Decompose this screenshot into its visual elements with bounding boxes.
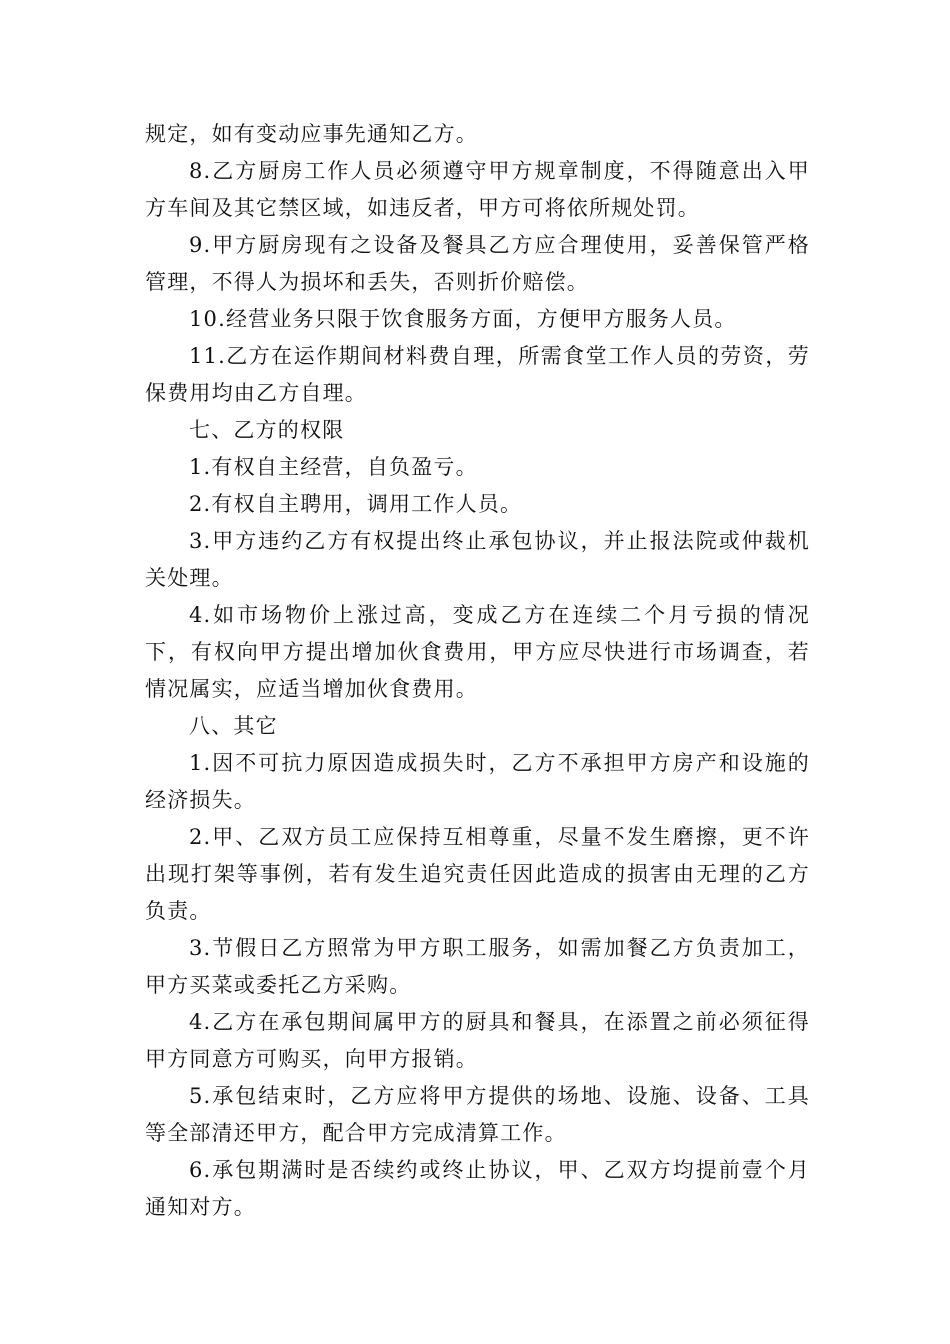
paragraph-item-11: 11.乙方在运作期间材料费自理，所需食堂工作人员的劳资，劳保费用均由乙方自理。 — [145, 344, 810, 405]
paragraph-other-4: 4.乙方在承包期间属甲方的厨具和餐具，在添置之前必须征得甲方同意方可购买，向甲方报销。 — [145, 1010, 810, 1071]
paragraph-other-5: 5.承包结束时，乙方应将甲方提供的场地、设施、设备、工具等全部清还甲方，配合甲方完成清算工作。 — [145, 1084, 810, 1145]
paragraph-rights-1: 1.有权自主经营，自负盈亏。 — [189, 455, 478, 479]
paragraph-continuation: 规定，如有变动应事先通知乙方。 — [145, 122, 478, 146]
section-heading-eight: 八、其它 — [189, 714, 278, 738]
paragraph-rights-2: 2.有权自主聘用，调用工作人员。 — [189, 492, 523, 516]
paragraph-rights-3: 3.甲方违约乙方有权提出终止承包协议，并止报法院或仲裁机关处理。 — [145, 529, 810, 590]
paragraph-item-8: 8.乙方厨房工作人员必须遵守甲方规章制度，不得随意出入甲方车间及其它禁区域，如违反者，甲方可将依所规处罚。 — [145, 159, 810, 220]
paragraph-item-10: 10.经营业务只限于饮食服务方面，方便甲方服务人员。 — [189, 307, 737, 331]
paragraph-other-3: 3.节假日乙方照常为甲方职工服务，如需加餐乙方负责加工，甲方买菜或委托乙方采购。 — [145, 936, 810, 997]
paragraph-item-9: 9.甲方厨房现有之设备及餐具乙方应合理使用，妥善保管严格管理，不得人为损坏和丢失，否则折价赔偿。 — [145, 233, 810, 294]
document-body — [145, 116, 810, 1226]
paragraph-rights-4: 4.如市场物价上涨过高，变成乙方在连续二个月亏损的情况下，有权向甲方提出增加伙食费用，甲方应尽快进行市场调查，若情况属实，应适当增加伙食费用。 — [145, 603, 810, 701]
paragraph-other-1: 1.因不可抗力原因造成损失时，乙方不承担甲方房产和设施的经济损失。 — [145, 751, 810, 812]
paragraph-other-6: 6.承包期满时是否续约或终止协议，甲、乙双方均提前壹个月通知对方。 — [145, 1158, 810, 1219]
paragraph-other-2: 2.甲、乙双方员工应保持互相尊重，尽量不发生磨擦，更不许出现打架等事例，若有发生追究责任因此造成的损害由无理的乙方负责。 — [145, 825, 810, 923]
section-heading-seven: 七、乙方的权限 — [189, 418, 345, 442]
